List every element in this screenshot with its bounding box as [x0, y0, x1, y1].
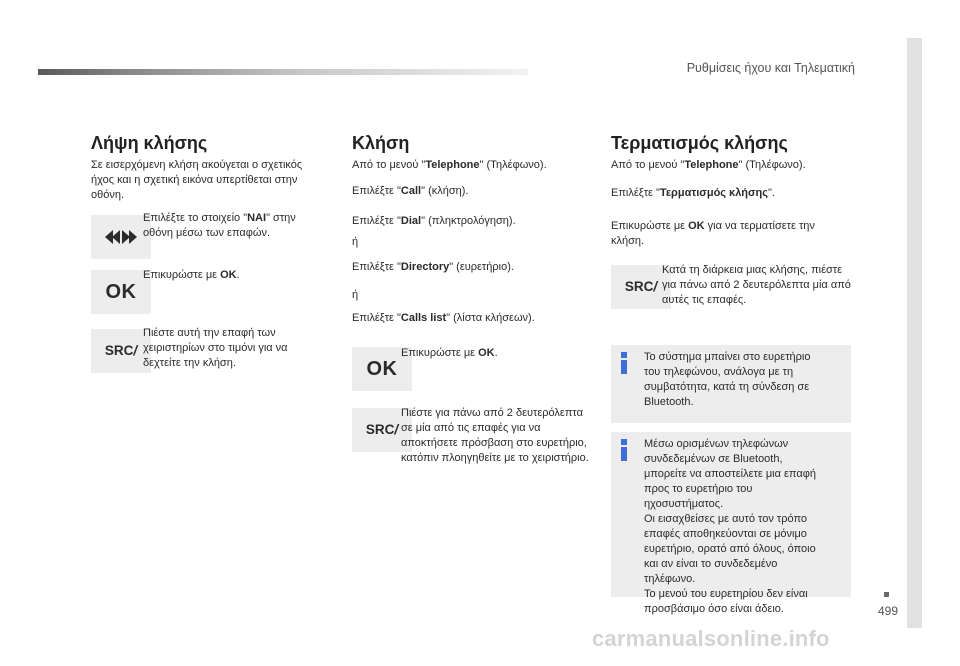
info-icon [621, 352, 627, 374]
col2-or2: ή [352, 289, 359, 301]
ok-button-icon: OK [91, 270, 151, 314]
col2-line7: Πιέστε για πάνω από 2 δευτερόλεπτα σε μία από τις επαφές για να αποκτήσετε πρόσβαση στο ευρετήριο, κατόπιν πλοηγηθείτε με το χειριστήριο. [401, 407, 589, 464]
section-title: Ρυθμίσεις ήχου και Τηλεματική [686, 61, 855, 75]
src-steering-control-icon: SRC/ [91, 329, 151, 373]
page-number: 499 [877, 604, 898, 618]
col3-line1: Από το μενού "Telephone" (Τηλέφωνο). [611, 159, 806, 171]
info-note-1 [611, 345, 851, 423]
col2-title: Κλήση [352, 133, 410, 153]
col2-line1: Από το μενού "Telephone" (Τηλέφωνο). [352, 159, 547, 171]
info-note-1-text: Το σύστημα μπαίνει στο ευρετήριο του τηλεφώνου, ανάλογα με τη συμβατότητα, κατά τη σύνδεση σε Bluetooth. [644, 351, 811, 408]
col3-line2: Επιλέξτε "Τερματισμός κλήσης". [611, 187, 775, 199]
header-gradient-bar [38, 69, 528, 75]
col3-title: Τερματισμός κλήσης [611, 133, 788, 153]
col1-intro: Σε εισερχόμενη κλήση ακούγεται ο σχετικός ήχος και η σχετική εικόνα υπερτίθεται στην οθόνη. [91, 159, 303, 201]
info-note-2 [611, 432, 851, 615]
page-side-tab [907, 38, 922, 628]
col1-step1: Επιλέξτε το στοιχείο "ΝΑΙ" στην οθόνη μέσω των επαφών. [143, 212, 296, 239]
col3-line4: Κατά τη διάρκεια μιας κλήσης, πιέστε για πάνω από 2 δευτερόλεπτα μία από αυτές τις επαφές. [662, 264, 851, 306]
col2-line2: Επιλέξτε "Call" (κλήση). [352, 185, 469, 197]
col2-line3: Επιλέξτε "Dial" (πληκτρολόγηση). [352, 215, 516, 227]
col1-step2: Επικυρώστε με OK. [143, 269, 240, 281]
info-note-2-text: Μέσω ορισμένων τηλεφώνων συνδεδεμένων σε Bluetooth, μπορείτε να αποστείλετε μια επαφή προς το ευρετήριο του ηχοσυστήματος. Οι εισαχθείσες με αυτό τον τρόπο επαφές αποθηκεύονται σε μόνιμο ευρετήριο, ορατό από όλους, όποιο και αν είναι το συνδεδεμένο τηλέφωνο. Το μενού του ευρετηρίου δεν είναι προσβάσιμο όσο είναι άδειο. [644, 438, 816, 615]
prev-next-arrows-icon [91, 215, 151, 259]
col3-line3: Επικυρώστε με OK για να τερματίσετε την κλήση. [611, 220, 815, 247]
page-marker [884, 592, 889, 597]
col1-title: Λήψη κλήσης [91, 133, 208, 153]
col2-line4: Επιλέξτε "Directory" (ευρετήριο). [352, 261, 514, 273]
info-icon [621, 439, 627, 461]
col2-or1: ή [352, 236, 359, 248]
src-steering-control-icon: SRC/ [352, 408, 412, 452]
col2-line6: Επικυρώστε με OK. [401, 347, 498, 359]
watermark: carmanualsonline.info [592, 626, 830, 651]
col1-step3: Πιέστε αυτή την επαφή των χειριστηρίων στο τιμόνι για να δεχτείτε την κλήση. [143, 327, 288, 369]
ok-button-icon: OK [352, 347, 412, 391]
src-steering-control-icon: SRC/ [611, 265, 671, 309]
col2-line5: Επιλέξτε "Calls list" (λίστα κλήσεων). [352, 312, 535, 324]
